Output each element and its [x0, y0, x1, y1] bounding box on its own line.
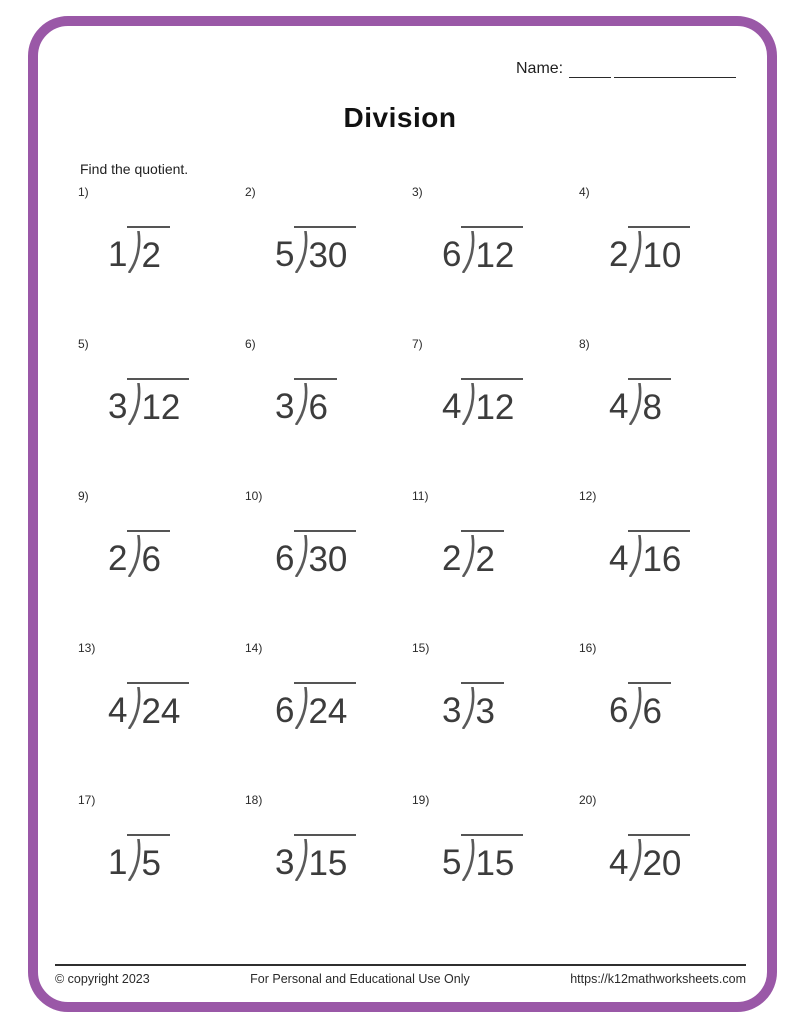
long-division-problem: [275, 530, 356, 577]
problem-cell: [78, 641, 245, 793]
dividend-value: 2: [475, 539, 495, 579]
dividend-value: 16: [642, 539, 682, 579]
division-bracket-curve-icon: [128, 383, 141, 425]
dividend-value: 5: [141, 843, 161, 883]
long-division-problem: [275, 378, 337, 425]
problem-cell: [412, 337, 579, 489]
problem-cell: [78, 489, 245, 641]
division-bracket: [628, 834, 690, 881]
division-bracket-curve-icon: [462, 535, 475, 577]
division-bracket: [127, 530, 169, 577]
dividend-value: 12: [475, 235, 515, 275]
dividend-value: 8: [642, 387, 662, 427]
long-division-problem: [442, 834, 523, 881]
name-label: Name:: [516, 60, 564, 77]
problem-cell: [78, 185, 245, 337]
problem-number: 7): [412, 337, 423, 351]
problem-cell: [412, 185, 579, 337]
division-bracket-curve-icon: [128, 687, 141, 729]
problem-number: 19): [412, 793, 430, 807]
division-bracket-curve-icon: [295, 535, 308, 577]
dividend-value: 12: [141, 387, 181, 427]
divisor-value: 4: [108, 691, 128, 730]
problem-cell: [579, 641, 746, 793]
division-bracket-curve-icon: [462, 839, 475, 881]
divisor-value: 2: [108, 539, 128, 578]
division-bracket: [127, 378, 189, 425]
division-bracket: [628, 378, 670, 425]
division-bracket: [628, 682, 670, 729]
division-bracket-curve-icon: [128, 839, 141, 881]
division-bracket-curve-icon: [629, 383, 642, 425]
division-bracket: [461, 530, 503, 577]
problem-number: 2): [245, 185, 256, 199]
dividend-value: 30: [308, 539, 348, 579]
dividend-value: 2: [141, 235, 161, 275]
problem-cell: [245, 489, 412, 641]
footer-site-url: https://k12mathworksheets.com: [570, 972, 746, 986]
problem-number: 17): [78, 793, 96, 807]
dividend-value: 15: [475, 843, 515, 883]
divisor-value: 3: [275, 387, 295, 426]
instruction-text: Find the quotient.: [80, 161, 189, 177]
divisor-value: 4: [609, 843, 629, 882]
division-bracket-curve-icon: [295, 383, 308, 425]
problem-number: 13): [78, 641, 96, 655]
problem-number: 5): [78, 337, 89, 351]
problem-cell: [579, 489, 746, 641]
long-division-problem: [609, 378, 671, 425]
division-bracket: [127, 682, 189, 729]
divisor-value: 6: [275, 691, 295, 730]
long-division-problem: [442, 682, 504, 729]
problem-number: 3): [412, 185, 423, 199]
long-division-problem: [108, 834, 170, 881]
long-division-problem: [609, 530, 690, 577]
dividend-value: 6: [141, 539, 161, 579]
divisor-value: 1: [108, 843, 128, 882]
problem-cell: [245, 337, 412, 489]
long-division-problem: [108, 226, 170, 273]
division-bracket: [461, 682, 503, 729]
problem-number: 10): [245, 489, 263, 503]
divisor-value: 3: [108, 387, 128, 426]
footer: [55, 964, 746, 986]
divisor-value: 4: [442, 387, 462, 426]
problem-cell: [579, 185, 746, 337]
problem-number: 14): [245, 641, 263, 655]
long-division-problem: [442, 378, 523, 425]
division-bracket: [461, 834, 523, 881]
long-division-problem: [442, 226, 523, 273]
problem-cell: [412, 489, 579, 641]
dividend-value: 3: [475, 691, 495, 731]
footer-copyright: © copyright 2023: [55, 972, 150, 986]
division-bracket: [294, 834, 356, 881]
divisor-value: 2: [609, 235, 629, 274]
problem-cell: [78, 793, 245, 945]
long-division-problem: [609, 834, 690, 881]
divisor-value: 1: [108, 235, 128, 274]
problem-cell: [245, 793, 412, 945]
name-blank-line: [569, 61, 611, 78]
divisor-value: 6: [442, 235, 462, 274]
problem-cell: [412, 641, 579, 793]
division-bracket: [461, 226, 523, 273]
divisor-value: 4: [609, 539, 629, 578]
long-division-problem: [108, 378, 189, 425]
problem-number: 9): [78, 489, 89, 503]
problem-number: 16): [579, 641, 597, 655]
divisor-value: 6: [609, 691, 629, 730]
division-bracket-curve-icon: [629, 839, 642, 881]
long-division-problem: [108, 682, 189, 729]
problem-number: 12): [579, 489, 597, 503]
division-bracket-curve-icon: [629, 231, 642, 273]
problem-number: 18): [245, 793, 263, 807]
page-title: Division: [343, 102, 457, 133]
problem-cell: [579, 337, 746, 489]
divisor-value: 3: [442, 691, 462, 730]
problem-number: 15): [412, 641, 430, 655]
division-bracket-curve-icon: [462, 231, 475, 273]
division-bracket: [294, 226, 356, 273]
division-bracket: [461, 378, 523, 425]
division-bracket: [628, 226, 690, 273]
division-bracket: [127, 226, 169, 273]
problem-cell: [579, 793, 746, 945]
dividend-value: 24: [308, 691, 348, 731]
divisor-value: 4: [609, 387, 629, 426]
dividend-value: 6: [642, 691, 662, 731]
long-division-problem: [609, 226, 690, 273]
division-bracket-curve-icon: [128, 535, 141, 577]
division-bracket-curve-icon: [462, 687, 475, 729]
long-division-problem: [609, 682, 671, 729]
dividend-value: 20: [642, 843, 682, 883]
division-bracket-curve-icon: [629, 535, 642, 577]
division-bracket-curve-icon: [295, 687, 308, 729]
problem-cell: [78, 337, 245, 489]
problem-number: 1): [78, 185, 89, 199]
dividend-value: 15: [308, 843, 348, 883]
divisor-value: 3: [275, 843, 295, 882]
name-row: [516, 60, 736, 78]
problem-cell: [412, 793, 579, 945]
dividend-value: 6: [308, 387, 328, 427]
long-division-problem: [275, 226, 356, 273]
divisor-value: 6: [275, 539, 295, 578]
divisor-value: 5: [442, 843, 462, 882]
division-bracket: [294, 682, 356, 729]
problem-number: 20): [579, 793, 597, 807]
problem-number: 11): [412, 489, 429, 503]
division-bracket-curve-icon: [295, 231, 308, 273]
problems-grid: [78, 185, 746, 945]
long-division-problem: [442, 530, 504, 577]
dividend-value: 30: [308, 235, 348, 275]
dividend-value: 10: [642, 235, 682, 275]
name-blank-line: [614, 61, 736, 78]
division-bracket: [127, 834, 169, 881]
division-bracket-curve-icon: [462, 383, 475, 425]
long-division-problem: [275, 834, 356, 881]
problem-number: 6): [245, 337, 256, 351]
division-bracket: [628, 530, 690, 577]
long-division-problem: [108, 530, 170, 577]
division-bracket: [294, 530, 356, 577]
dividend-value: 12: [475, 387, 515, 427]
problem-number: 8): [579, 337, 590, 351]
division-bracket: [294, 378, 336, 425]
division-bracket-curve-icon: [295, 839, 308, 881]
divisor-value: 2: [442, 539, 462, 578]
dividend-value: 24: [141, 691, 181, 731]
division-bracket-curve-icon: [629, 687, 642, 729]
divisor-value: 5: [275, 235, 295, 274]
problem-cell: [245, 185, 412, 337]
problem-number: 4): [579, 185, 590, 199]
division-bracket-curve-icon: [128, 231, 141, 273]
long-division-problem: [275, 682, 356, 729]
footer-usage: For Personal and Educational Use Only: [250, 972, 470, 986]
problem-cell: [245, 641, 412, 793]
